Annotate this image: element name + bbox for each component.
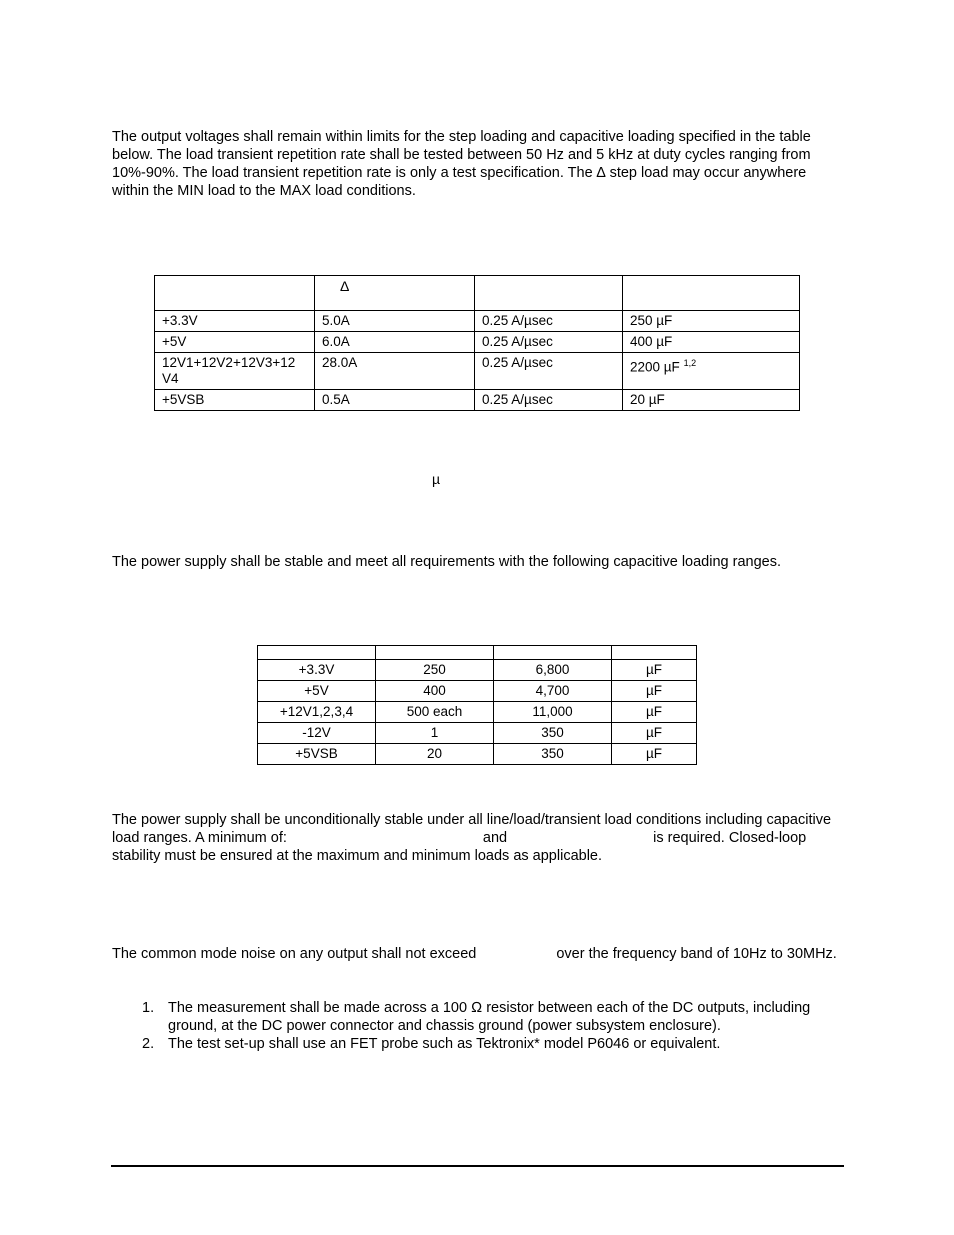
capacitive-loading-table	[257, 645, 697, 765]
measurement-notes-list	[112, 999, 844, 1053]
output-cell: +5VSB	[258, 744, 376, 765]
units-cell: µF	[612, 681, 697, 702]
max-cell: 4,700	[494, 681, 612, 702]
table-header-row	[155, 276, 800, 311]
units-cell: µF	[612, 660, 697, 681]
cap-cell: 20 µF	[623, 390, 800, 411]
units-cell: µF	[612, 702, 697, 723]
footer-rule	[111, 1165, 844, 1167]
table-row	[258, 660, 697, 681]
step-cell: 6.0A	[315, 332, 475, 353]
min-cell: 400	[376, 681, 494, 702]
min-cell: 20	[376, 744, 494, 765]
load-transient-table	[154, 275, 800, 411]
table-row	[258, 723, 697, 744]
slew-cell: 0.25 A/µsec	[475, 311, 623, 332]
max-cell: 350	[494, 744, 612, 765]
list-item: 2. The test set-up shall use an FET probe such as Tektronix* model P6046 or equivalent.	[142, 1036, 721, 1052]
units-cell: µF	[612, 723, 697, 744]
table-row	[155, 332, 800, 353]
step-cell: 0.5A	[315, 390, 475, 411]
table-row	[155, 311, 800, 332]
cap-cell: 400 µF	[623, 332, 800, 353]
max-cell: 350	[494, 723, 612, 744]
output-cell: +5V	[155, 332, 315, 353]
table-row	[258, 744, 697, 765]
output-cell: -12V	[258, 723, 376, 744]
table-row	[258, 702, 697, 723]
table-row	[258, 681, 697, 702]
slew-cell: 0.25 A/µsec	[475, 390, 623, 411]
table-header-row	[258, 646, 697, 660]
max-cell: 6,800	[494, 660, 612, 681]
slew-cell: 0.25 A/µsec	[475, 353, 623, 390]
delta-step-header-symbol: Δ	[340, 278, 350, 294]
common-mode-noise-paragraph: The common mode noise on any output shall not exceed over the frequency band of 10Hz to 30MHz.	[112, 946, 837, 962]
min-cell: 250	[376, 660, 494, 681]
max-cell: 11,000	[494, 702, 612, 723]
transient-intro-paragraph: The output voltages shall remain within limits for the step loading and capacitive loading specified in the table below. The load transient repetition rate shall be tested between 50 Hz and 5 kHz at duty cycles ranging from 10%-90%. The load transient repetition rate is only a test specification. The ∆ step load may occur anywhere within the MIN load to the MAX load conditions.	[112, 129, 811, 199]
output-cell: +5V	[258, 681, 376, 702]
output-cell: +3.3V	[155, 311, 315, 332]
units-cell: µF	[612, 744, 697, 765]
table-row	[155, 353, 800, 390]
cap-cell: 2200 µF $^{1,2}$	[623, 353, 800, 390]
table-row	[155, 390, 800, 411]
list-item: 1. The measurement shall be made across a 100 Ω resistor between each of the DC outputs, including ground, at the DC power connector and chassis ground (power subsystem enclosure).	[142, 1000, 811, 1034]
output-cell: +3.3V	[258, 660, 376, 681]
footnote-ref: 1,2	[683, 358, 697, 368]
min-cell: 500 each	[376, 702, 494, 723]
output-cell: +12V1,2,3,4	[258, 702, 376, 723]
step-cell: 5.0A	[315, 311, 475, 332]
step-cell: 28.0A	[315, 353, 475, 390]
cap-cell: 250 µF	[623, 311, 800, 332]
stability-paragraph: The power supply shall be unconditionally stable under all line/load/transient load conditions including capacitive load ranges. A minimum of: and is required. Closed-loop stability must be ensured at the maximum and minimum loads as applicable.	[112, 812, 832, 864]
min-cell: 1	[376, 723, 494, 744]
capacitive-loading-paragraph: The power supply shall be stable and meet all requirements with the following capacitive loading ranges.	[112, 554, 781, 570]
slew-cell: 0.25 A/µsec	[475, 332, 623, 353]
output-cell: 12V1+12V2+12V3+12 V4	[155, 353, 315, 390]
output-cell: +5VSB	[155, 390, 315, 411]
mu-note-symbol: µ	[432, 471, 441, 487]
